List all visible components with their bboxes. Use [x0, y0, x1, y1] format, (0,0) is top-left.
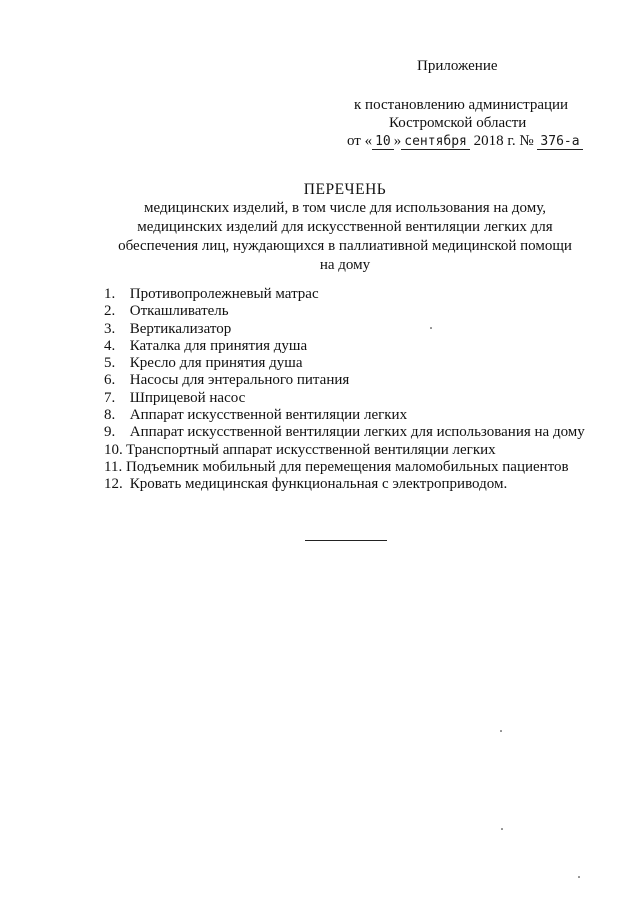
list-item: [104, 390, 585, 407]
list-item: [104, 303, 585, 320]
title-line: медицинских изделий для искусственной вентиляции легких для: [137, 219, 553, 235]
item-number: 9.: [104, 424, 116, 441]
list-item: [104, 407, 585, 424]
item-number: 3.: [104, 320, 116, 337]
item-text: Аппарат искусственной вентиляции легких для использования на дому: [129, 424, 585, 441]
scan-speck: [578, 876, 580, 878]
date-line: [347, 132, 583, 151]
item-number: 7.: [104, 389, 116, 406]
item-number: 2.: [104, 303, 116, 320]
end-divider: [305, 540, 387, 541]
region-name: Костромской области: [389, 115, 527, 131]
list-title: [110, 180, 580, 275]
list-item: [104, 321, 585, 338]
item-text: Каталка для принятия душа: [129, 337, 308, 354]
item-text: Противопролежневый матрас: [129, 286, 319, 302]
item-number: 5.: [104, 355, 116, 372]
item-number: 12.: [104, 476, 123, 493]
item-number: 1.: [104, 286, 116, 302]
item-number: 4.: [104, 337, 116, 354]
resolution-reference: к постановлению администрации: [354, 97, 569, 113]
item-text: Откашливатель: [129, 303, 229, 320]
list-item: [104, 424, 585, 441]
document-number: 376-а: [537, 134, 582, 150]
list-item: [104, 476, 585, 493]
title-line: обеспечения лиц, нуждающихся в паллиативной медицинской помощи: [118, 238, 572, 254]
date-prefix: от «: [347, 133, 373, 149]
list-item: [104, 459, 585, 476]
appendix-label: Приложение: [417, 58, 498, 74]
list-item: [104, 355, 585, 372]
item-number: 10.: [104, 441, 123, 458]
item-number: 8.: [104, 407, 116, 424]
item-number: 6.: [104, 372, 116, 389]
list-item: [104, 286, 585, 303]
item-text: Подъемник мобильный для перемещения маломобильных пациентов: [126, 458, 569, 475]
item-text: Вертикализатор: [129, 320, 232, 337]
item-text: Насосы для энтерального питания: [129, 372, 350, 389]
title-line: медицинских изделий, в том числе для использования на дому,: [144, 200, 546, 216]
list-item: [104, 338, 585, 355]
item-text: Кровать медицинская функциональная с электроприводом.: [129, 476, 508, 493]
list-item: [104, 372, 585, 389]
item-text: Транспортный аппарат искусственной вентиляции легких: [126, 441, 496, 458]
item-text: Аппарат искусственной вентиляции легких: [129, 407, 408, 424]
date-month: сентября: [401, 134, 470, 150]
date-year: 2018 г. №: [473, 133, 534, 149]
scan-speck: [500, 730, 502, 732]
device-list: [104, 286, 585, 494]
item-number: 11.: [104, 458, 123, 475]
date-day: 10: [372, 134, 394, 150]
title-line: на дому: [319, 257, 371, 273]
item-text: Кресло для принятия душа: [129, 355, 303, 372]
title-main: ПЕРЕЧЕНЬ: [303, 181, 387, 198]
item-text: Шприцевой насос: [129, 389, 246, 406]
scan-speck: [501, 828, 503, 830]
scan-speck: [430, 327, 432, 329]
date-mid: »: [393, 133, 402, 149]
list-item: [104, 442, 585, 459]
